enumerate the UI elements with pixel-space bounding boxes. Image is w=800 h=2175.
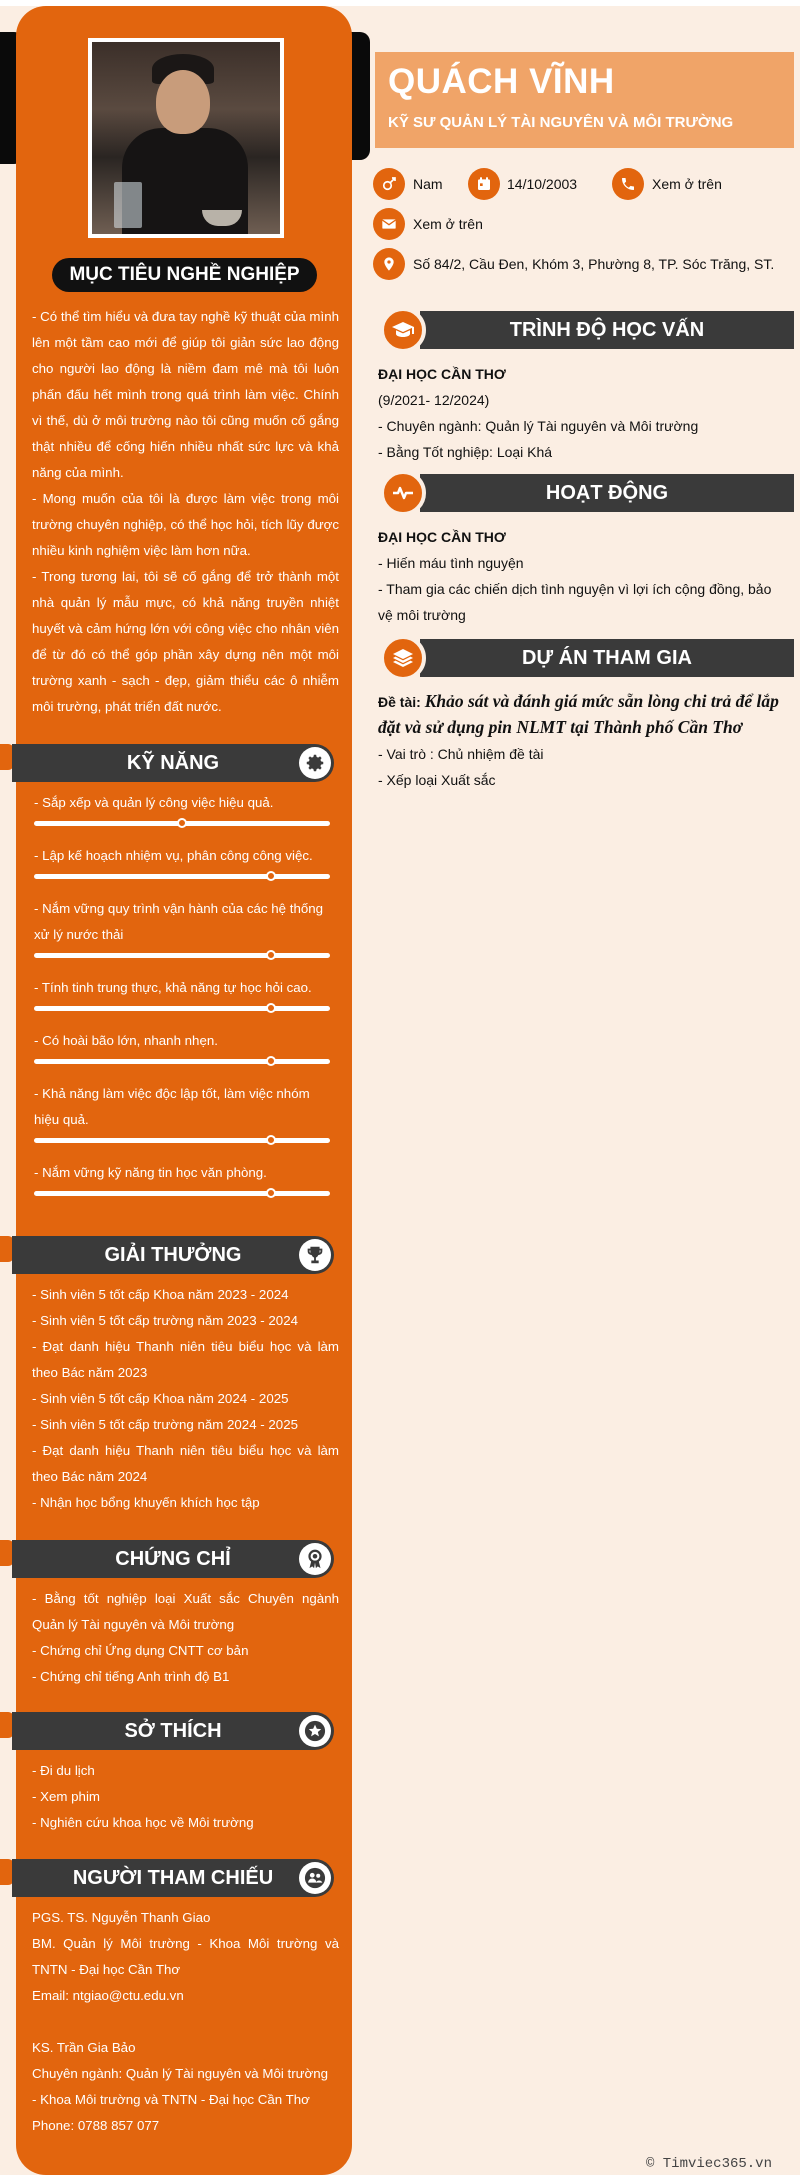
- objective-paragraph: - Trong tương lai, tôi sẽ cố gắng để trở thành một nhà quản lý mẫu mực, có khả năng truyền nhiệt huyết và cảm hứng lớn với công việc cho nhân viên để từ đó có thể góp phần xây dựng nên một môi trường xanh - sạch - đẹp, giảm thiểu các ô nhiễm môi trường, phát triển đất nước.: [32, 569, 339, 714]
- skill-label: - Tính tinh trung thực, khả năng tự học hỏi cao.: [34, 980, 312, 995]
- footer-brand: © Timviec365.vn: [645, 2156, 772, 2172]
- skill-level-knob: [266, 1003, 276, 1013]
- skill-bar: [34, 874, 330, 879]
- candidate-role: KỸ SƯ QUẢN LÝ TÀI NGUYÊN VÀ MÔI TRƯỜNG: [388, 114, 734, 131]
- activities-body: [378, 524, 790, 628]
- skill-label: - Lập kế hoạch nhiệm vụ, phân công công việc.: [34, 848, 313, 863]
- skill-bar: [34, 1006, 330, 1011]
- activities-header: HOẠT ĐỘNG: [420, 474, 794, 512]
- reference-line: - Khoa Môi trường và TNTN - Đại học Cần Thơ: [32, 2092, 310, 2107]
- gender-icon: [373, 168, 405, 200]
- skills-header: [12, 744, 334, 782]
- objective-paragraph: - Mong muốn của tôi là được làm việc trong môi trường chuyên nghiệp, có thể học hỏi, tích lũy được nhiều kinh nghiệm việc làm hơn nữa.: [32, 491, 339, 558]
- project-topic: Khảo sát và đánh giá mức sẵn lòng chi trả để lắp đặt và sử dụng pin NLMT tại Thành phố Cần Thơ: [378, 691, 779, 737]
- activity-org: ĐẠI HỌC CẦN THƠ: [378, 529, 506, 545]
- calendar-icon: [468, 168, 500, 200]
- projects-header: DỰ ÁN THAM GIA: [420, 639, 794, 677]
- references-list: [32, 1905, 339, 2139]
- list-item: - Chứng chỉ tiếng Anh trình độ B1: [32, 1669, 230, 1684]
- objective-text: [32, 304, 339, 720]
- skill-label: - Có hoài bão lớn, nhanh nhẹn.: [34, 1033, 218, 1048]
- skill-label: - Khả năng làm việc độc lập tốt, làm việc nhóm hiệu quả.: [34, 1086, 310, 1127]
- skill-label: - Nắm vững kỹ năng tin học văn phòng.: [34, 1165, 267, 1180]
- list-item: - Sinh viên 5 tốt cấp Khoa năm 2024 - 2025: [32, 1391, 289, 1406]
- skill-bar: [34, 1191, 330, 1196]
- section-title: KỸ NĂNG: [126, 752, 220, 774]
- layers-icon: [380, 635, 426, 681]
- section-title: NGƯỜI THAM CHIẾU: [72, 1867, 274, 1889]
- people-icon: [299, 1862, 331, 1894]
- project-topic-label: Đề tài:: [378, 694, 421, 710]
- education-header: TRÌNH ĐỘ HỌC VẤN: [420, 311, 794, 349]
- education-body: [378, 361, 790, 465]
- certificates-header: [12, 1540, 334, 1578]
- skill-label: - Sắp xếp và quản lý công việc hiệu quả.: [34, 795, 274, 810]
- objective-paragraph: - Có thể tìm hiểu và đưa tay nghề kỹ thuật của mình lên một tầm cao mới để giúp tôi giản sức lao động cho người lao động là niềm đam mê mà tôi luôn phấn đấu hết mình trong quá trình làm việc. Chính vì thế, dù ở môi trường nào tôi cũng muốn cố gắng thật nhiều để cống hiến nhiều nhất sức lực và khả năng của mình.: [32, 309, 339, 480]
- awards-header: [12, 1236, 334, 1274]
- list-item: - Sinh viên 5 tốt cấp trường năm 2024 - 2025: [32, 1417, 298, 1432]
- awards-list: [32, 1282, 339, 1516]
- reference-line: Phone: 0788 857 077: [32, 2118, 160, 2133]
- reference-line: KS. Trần Gia Bảo: [32, 2040, 136, 2055]
- reference-line: PGS. TS. Nguyễn Thanh Giao: [32, 1910, 211, 1925]
- map-pin-icon: [373, 248, 405, 280]
- list-item: - Nghiên cứu khoa học về Môi trường: [32, 1815, 254, 1830]
- list-item: - Sinh viên 5 tốt cấp Khoa năm 2023 - 2024: [32, 1287, 289, 1302]
- gear-icon: [299, 747, 331, 779]
- list-item: - Bằng tốt nghiệp loại Xuất sắc Chuyên ngành Quản lý Tài nguyên và Môi trường: [32, 1591, 339, 1632]
- address-value: Số 84/2, Cầu Đen, Khóm 3, Phường 8, TP. Sóc Trăng, ST.: [413, 256, 775, 272]
- education-major: - Chuyên ngành: Quản lý Tài nguyên và Môi trường: [378, 418, 699, 434]
- skill-level-knob: [266, 871, 276, 881]
- section-title: GIẢI THƯỞNG: [104, 1244, 242, 1266]
- skill-level-knob: [177, 818, 187, 828]
- skill-level-knob: [266, 1188, 276, 1198]
- section-title: SỞ THÍCH: [124, 1720, 222, 1742]
- list-item: - Chứng chỉ Ứng dụng CNTT cơ bản: [32, 1643, 249, 1658]
- list-item: - Tham gia các chiến dịch tình nguyện vì lợi ích cộng đồng, bảo vệ môi trường: [378, 581, 772, 623]
- cv-page: [0, 6, 800, 2175]
- birthdate-value: 14/10/2003: [507, 176, 578, 192]
- heartbeat-icon: [380, 470, 426, 516]
- gender-value: Nam: [413, 176, 443, 192]
- medal-icon: [299, 1543, 331, 1575]
- skill-level-knob: [266, 950, 276, 960]
- section-title: CHỨNG CHỈ: [115, 1548, 231, 1570]
- skill-bar: [34, 1059, 330, 1064]
- list-item: - Đạt danh hiệu Thanh niên tiêu biểu học và làm theo Bác năm 2024: [32, 1443, 339, 1484]
- profile-photo: [92, 42, 280, 234]
- list-item: - Hiến máu tình nguyện: [378, 555, 524, 571]
- reference-line: Email: ntgiao@ctu.edu.vn: [32, 1988, 184, 2003]
- decor-block-right: [350, 32, 370, 160]
- school-name: ĐẠI HỌC CẦN THƠ: [378, 366, 506, 382]
- skill-bar: [34, 953, 330, 958]
- objective-title: MỤC TIÊU NGHỀ NGHIỆP: [52, 258, 317, 292]
- candidate-name: QUÁCH VĨNH: [388, 62, 615, 101]
- hobbies-list: [32, 1758, 339, 1836]
- skill-label: - Nắm vững quy trình vận hành của các hệ thống xử lý nước thải: [34, 901, 324, 942]
- reference-line: Chuyên ngành: Quản lý Tài nguyên và Môi trường: [32, 2066, 329, 2081]
- list-item: - Xếp loại Xuất sắc: [378, 772, 496, 788]
- envelope-icon: [373, 208, 405, 240]
- list-item: - Đi du lịch: [32, 1763, 95, 1778]
- skill-bar: [34, 821, 330, 826]
- avatar: [88, 38, 284, 238]
- references-header: [12, 1859, 334, 1897]
- list-item: - Xem phim: [32, 1789, 100, 1804]
- hobbies-header: [12, 1712, 334, 1750]
- projects-body: [378, 689, 790, 793]
- education-degree: - Bằng Tốt nghiệp: Loại Khá: [378, 444, 553, 460]
- list-item: - Đạt danh hiệu Thanh niên tiêu biểu học và làm theo Bác năm 2023: [32, 1339, 339, 1380]
- reference-line: BM. Quản lý Môi trường - Khoa Môi trường và TNTN - Đại học Cần Thơ: [32, 1936, 339, 1977]
- skill-level-knob: [266, 1135, 276, 1145]
- phone-value: Xem ở trên: [652, 176, 722, 192]
- list-item: - Sinh viên 5 tốt cấp trường năm 2023 - 2024: [32, 1313, 298, 1328]
- star-icon: [299, 1715, 331, 1747]
- certificates-list: [32, 1586, 339, 1690]
- phone-icon: [612, 168, 644, 200]
- graduation-cap-icon: [380, 307, 426, 353]
- skill-bar: [34, 1138, 330, 1143]
- skill-level-knob: [266, 1056, 276, 1066]
- education-period: (9/2021- 12/2024): [378, 392, 490, 408]
- list-item: - Nhận học bổng khuyến khích học tập: [32, 1495, 260, 1510]
- list-item: - Vai trò : Chủ nhiệm đề tài: [378, 746, 544, 762]
- email-value: Xem ở trên: [413, 216, 483, 232]
- trophy-icon: [299, 1239, 331, 1271]
